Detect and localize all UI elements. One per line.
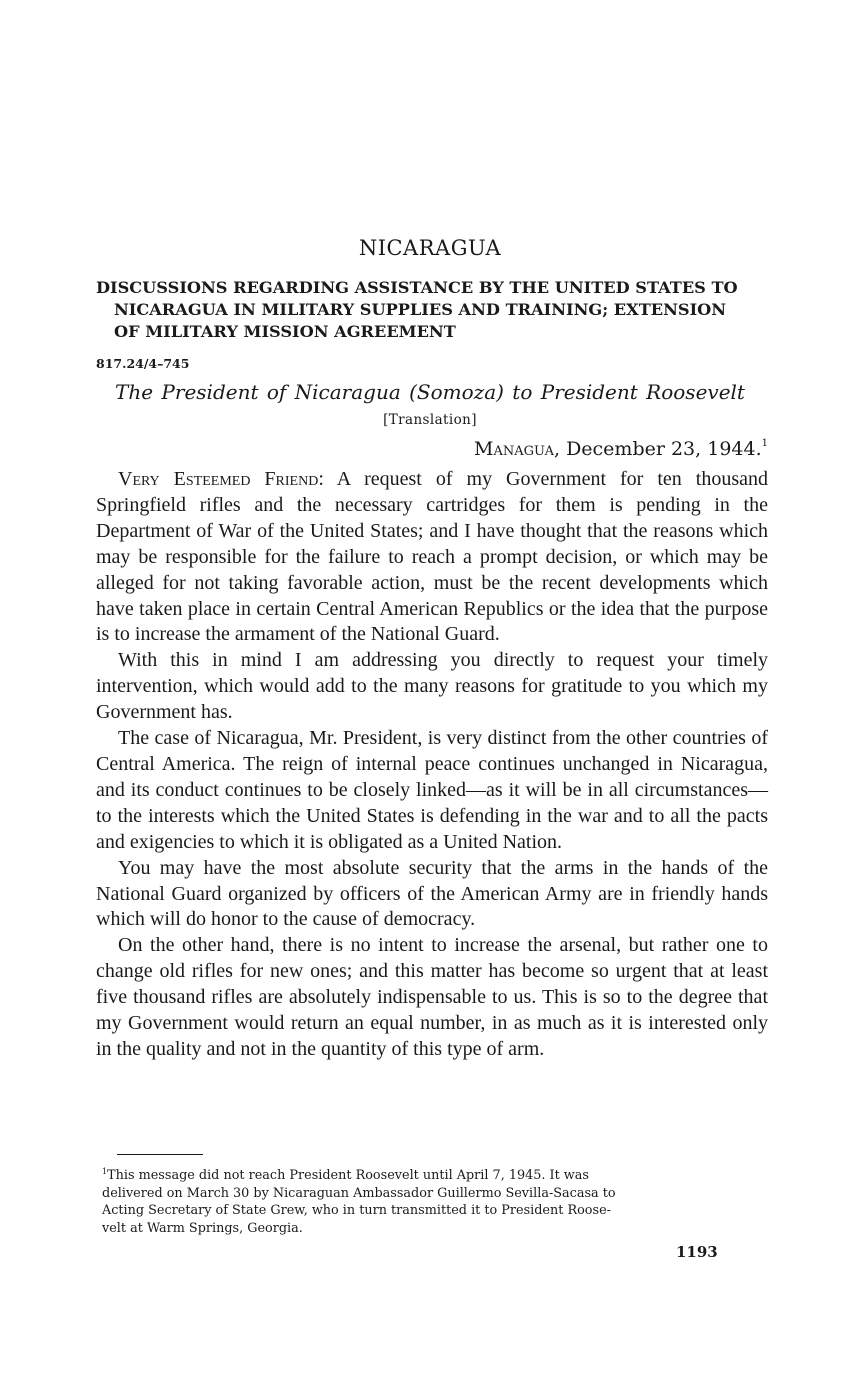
- footnote-line: delivered on March 30 by Nicaraguan Ambassador Guillermo Sevilla-Sacasa to: [102, 1185, 616, 1201]
- paragraph-text: A request of my Government for ten thousand Springfield rifles and the necessary cartridges for them is pending in the Department of War of the United States; and I have thought that the reasons which may be responsible for the failure to reach a prompt decision, or which may be alleged for not taking favorable action, must be the recent developments which have taken place in certain Central American Republics or the idea that the purpose is to increase the armament of the National Guard.: [96, 468, 768, 646]
- footnote-text: This message did not reach President Roosevelt until April 7, 1945. It was: [107, 1168, 589, 1183]
- letter-paragraph: [96, 467, 768, 648]
- section-title-line: OF MILITARY MISSION AGREEMENT: [114, 322, 456, 341]
- footnote-line: velt at Warm Springs, Georgia.: [102, 1220, 303, 1236]
- section-title-line: DISCUSSIONS REGARDING ASSISTANCE BY THE UNITED STATES TO: [96, 278, 738, 297]
- file-number: 817.24/4–745: [96, 356, 190, 371]
- letter-body: [96, 467, 768, 1063]
- dateline: [474, 438, 768, 460]
- dateline-place: Managua: [474, 438, 554, 460]
- footnote-marker: 1: [102, 1167, 108, 1176]
- dateline-date: , December 23, 1944.: [553, 438, 762, 460]
- letter-paragraph: On the other hand, there is no intent to increase the arsenal, but rather one to change old rifles for new ones; and this matter has become so urgent that at least five thousand rifles are absolutely indispensable to us. This is so to the degree that my Government would return an equal number, in as much as it is interested only in the quality and not in the quantity of this type of arm.: [96, 934, 768, 1060]
- footnote: [102, 1163, 769, 1237]
- salutation: Very Esteemed Friend:: [118, 468, 324, 490]
- footnote-line: [102, 1163, 769, 1185]
- section-title: [96, 277, 772, 343]
- footnote-divider: [117, 1154, 203, 1155]
- document-title: The President of Nicaragua (Somoza) to President Roosevelt: [115, 380, 745, 404]
- translation-note: [Translation]: [383, 412, 477, 428]
- letter-paragraph: With this in mind I am addressing you directly to request your timely intervention, which would add to the many reasons for gratitude to you which my Government has.: [96, 649, 768, 724]
- letter-paragraph: The case of Nicaragua, Mr. President, is very distinct from the other countries of Central America. The reign of internal peace continues unchanged in Nicaragua, and its conduct continues to be closely linked—as it will be in all circumstances—to the interests which the United States is defending in the war and to all the pacts and exigencies to which it is obligated as a United Nation.: [96, 727, 768, 853]
- page-heading: NICARAGUA: [358, 236, 502, 260]
- letter-paragraph: You may have the most absolute security that the arms in the hands of the National Guard organized by officers of the American Army are in friendly hands which will do honor to the cause of democracy.: [96, 856, 768, 931]
- page-number: 1193: [676, 1243, 718, 1261]
- footnote-reference: 1: [761, 438, 768, 449]
- section-title-line: NICARAGUA IN MILITARY SUPPLIES AND TRAINING; EXTENSION: [114, 300, 727, 319]
- footnote-line: Acting Secretary of State Grew, who in turn transmitted it to President Roose-: [102, 1203, 611, 1218]
